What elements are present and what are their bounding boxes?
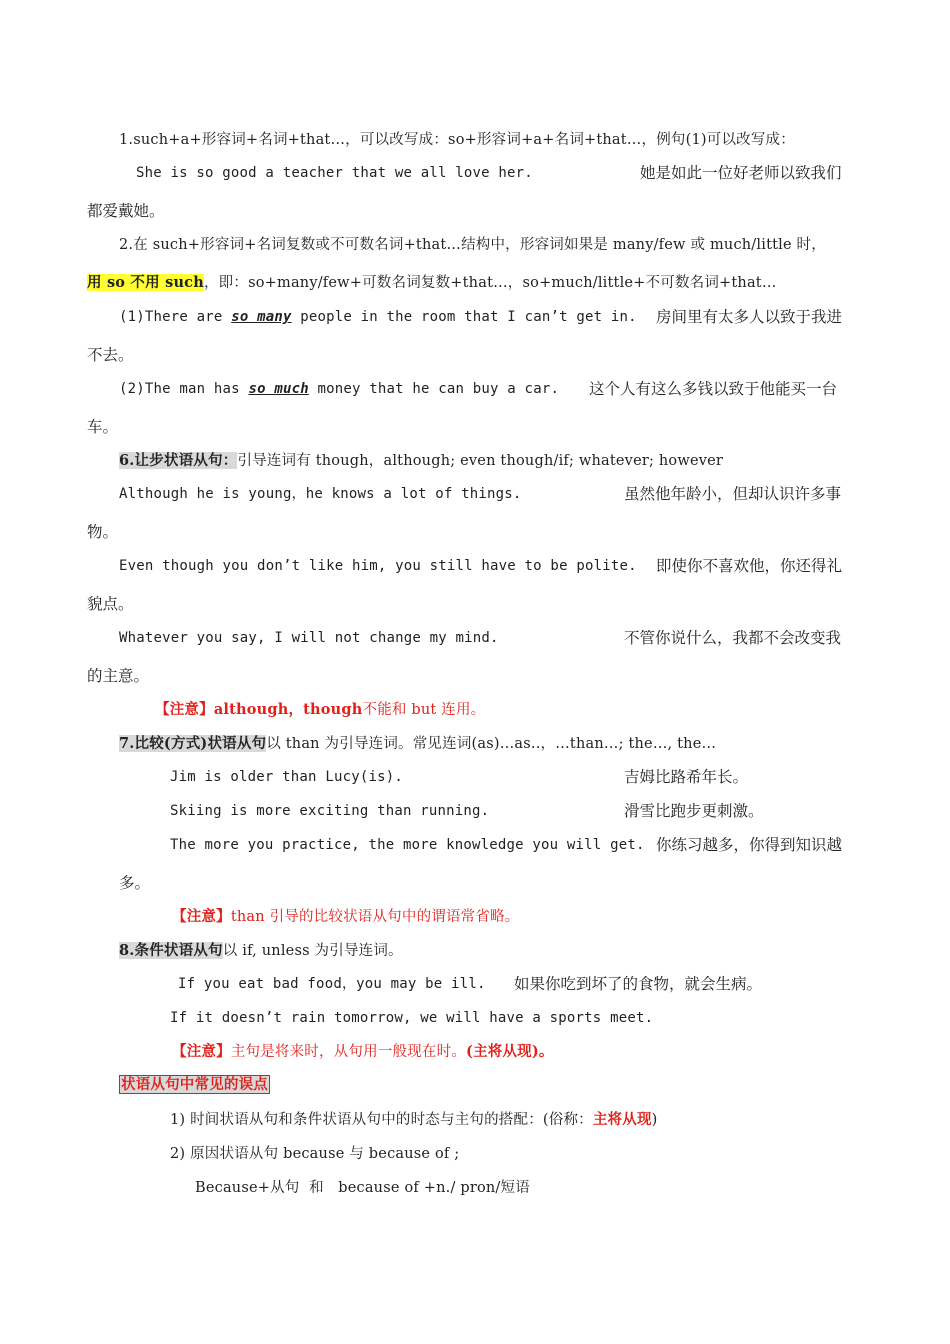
s6-ex2-cn: 即使你不喜欢他，你还得礼 <box>656 557 843 575</box>
section-6-desc: 引导连词有 though，although; even though/if; whatever; however <box>237 453 724 469</box>
ex2-pre: (2)The man has <box>119 381 249 397</box>
note-keywords: although，though <box>213 701 363 718</box>
rule-2: 2.在 such+形容词+名词复数或不可数名词+that…结构中，形容词如果是 many/few 或 much/little 时， <box>119 237 826 253</box>
note-tag: 【注意】 <box>155 701 214 718</box>
s6-ex2-en: Even though you don’t like him, you still have to be polite. <box>119 558 637 574</box>
section-8-title: 8.条件状语从句 <box>119 942 223 959</box>
section-7-desc: 以 than 为引导连词。常见连词(as)…as..，…than…; the…, the… <box>266 736 717 752</box>
note-emphasis: (主将从现)。 <box>466 1043 554 1060</box>
rule-2-cont <box>87 273 777 293</box>
example-2-cn-cont: 车。 <box>87 418 119 436</box>
error-1 <box>170 1110 658 1130</box>
s8-ex1-en: If you eat bad food，you may be ill. <box>178 976 486 992</box>
s7-ex1-en: Jim is older than Lucy(is). <box>170 769 403 785</box>
ex2-so-much: so much <box>248 381 309 397</box>
section-7-title: 7.比较(方式)状语从句 <box>119 735 267 752</box>
note-tag: 【注意】 <box>172 908 231 925</box>
error-1-rule: 主将从现 <box>592 1111 652 1128</box>
s8-ex2-en: If it doesn’t rain tomorrow, we will have a sports meet. <box>170 1010 654 1026</box>
example-cn-cont: 都爱戴她。 <box>87 202 165 220</box>
note-text: 主句是将来时，从句用一般现在时。 <box>230 1044 467 1060</box>
error-1-close: ) <box>651 1112 658 1128</box>
ex1-pre: (1)There are <box>119 309 232 325</box>
example-1-en <box>119 307 637 327</box>
example-en: She is so good a teacher that we all love her. <box>136 165 533 181</box>
section-8-desc: 以 if, unless 为引导连词。 <box>222 943 403 959</box>
s6-ex3-en: Whatever you say, I will not change my mind. <box>119 630 499 646</box>
error-2: 2) 原因状语从句 because 与 because of ; <box>170 1146 460 1162</box>
common-errors-title: 状语从句中常见的误点 <box>121 1076 268 1093</box>
example-cn: 她是如此一位好老师以致我们 <box>640 164 842 182</box>
common-errors-heading <box>119 1075 270 1095</box>
ex1-post: people in the room that I can’t get in. <box>291 309 637 325</box>
example-2-en <box>119 379 559 399</box>
s6-ex2-cn-cont: 貌点。 <box>87 595 134 613</box>
s7-ex2-cn: 滑雪比跑步更刺激。 <box>624 802 764 820</box>
ex2-post: money that he can buy a car. <box>308 381 560 397</box>
example-2-cn: 这个人有这么多钱以致于他能买一台 <box>589 380 838 398</box>
s6-ex3-cn: 不管你说什么，我都不会改变我 <box>624 629 842 647</box>
note-text: 不能和 but 连用。 <box>362 702 486 718</box>
s8-note <box>172 1042 554 1062</box>
section-6-title: 6.让步状语从句： <box>119 452 238 469</box>
rule-1: 1.such+a+形容词+名词+that…，可以改写成：so+形容词+a+名词+that…，例句(1)可以改写成： <box>119 132 795 148</box>
rule-2-rest: ，即：so+many/few+可数名词复数+that…，so+much/little+不可数名词+that… <box>203 275 777 291</box>
s6-ex1-cn: 虽然他年龄小，但却认识许多事 <box>624 485 842 503</box>
s8-ex1-cn: 如果你吃到坏了的食物，就会生病。 <box>514 975 763 993</box>
error-1-text: 1) 时间状语从句和条件状语从句中的时态与主句的搭配：(俗称： <box>170 1112 593 1128</box>
example-1-cn: 房间里有太多人以致于我进 <box>656 308 843 326</box>
example-1-cn-cont: 不去。 <box>87 346 134 364</box>
note-text: than 引导的比较状语从句中的谓语常省略。 <box>230 909 520 925</box>
s7-ex3-cn-cont: 多。 <box>119 874 151 892</box>
s7-ex3-cn: 你练习越多，你得到知识越 <box>656 836 843 854</box>
s7-ex2-en: Skiing is more exciting than running. <box>170 803 490 819</box>
s6-ex3-cn-cont: 的主意。 <box>87 667 150 685</box>
note-tag: 【注意】 <box>172 1043 231 1060</box>
ex1-so-many: so many <box>231 309 292 325</box>
highlight-so-not-such: 用 so 不用 such <box>87 274 204 291</box>
s6-ex1-en: Although he is young，he knows a lot of things. <box>119 486 522 502</box>
section-8-heading <box>119 941 403 961</box>
s6-note <box>155 700 485 720</box>
s7-ex1-cn: 吉姆比路希年长。 <box>624 768 749 786</box>
error-2-detail: Because+从句 和 because of +n./ pron/短语 <box>195 1180 530 1196</box>
s7-ex3-en: The more you practice, the more knowledge you will get. <box>170 837 645 853</box>
section-7-heading <box>119 734 716 754</box>
section-6-heading <box>119 451 723 471</box>
s6-ex1-cn-cont: 物。 <box>87 523 119 541</box>
s7-note <box>172 907 519 927</box>
